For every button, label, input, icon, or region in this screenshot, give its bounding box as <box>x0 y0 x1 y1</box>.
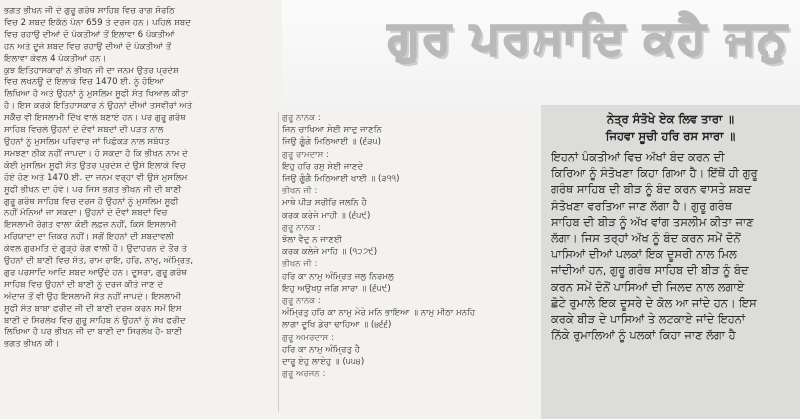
article-line: ਕੋਈ ਮੁਸਲਿਮ ਸੂਫੀ ਸੰਤ ਉਤਰ ਪ੍ਰਦੇਸ਼ ਦੇ ਉਸੇ ਇਲਾਕੇ ਵਿਚ <box>4 160 186 171</box>
box-text-line: ਸਾਹਿਬ ਦੀ ਬੀੜ ਨੂੰ ਅੱਖ ਵਾਂਗ ਤਸਲੀਮ ਕੀਤਾ ਜਾਣ <box>551 214 754 229</box>
quote-line: ਜਿਨ ਚਾਖਿਆ ਸੇਈ ਸਾਦੁ ਜਾਣਨਿ <box>282 125 382 136</box>
article-line: ਸੂਫੀ ਭੀਖਨ ਦਾ ਹੋਵੇ। ਪਰ ਜਿਸ ਭਗਤ ਭੀਖਨ ਜੀ ਦੀ ਬਾਣੀ <box>4 184 182 195</box>
quote-line: ਕਰਕ ਕਰੇਜੇ ਮਾਹੀ ॥ (੬੫੯) <box>282 210 371 221</box>
quote-line: ਹਰਿ ਕਾ ਨਾਮੁ ਅੰਮ੍ਰਿਤ ਜਲੁ ਨਿਰਮਲੁ <box>282 271 394 282</box>
quote-line: ਲਾਗਾ ਦੂਖਿ ਡੇਰਾ ਢਾਹਿਆ ॥ (੪੬੬) <box>282 320 392 331</box>
article-line: ਬਾਣੀ ਦੇ ਸਿਰਲੇਖ ਵਿਚ ਗੁਰੂ ਸਾਹਿਬ ਨੇ ਉਹਨਾਂ ਨੂੰ ਸ਼ੇਖ ਫਰੀਦ <box>4 315 186 326</box>
article-line: ਅੰਦਾਜ਼ ਤੋਂ ਵੀ ਉਹ ਇਸਲਾਮੀ ਸੰਤ ਨਹੀਂ ਜਾਪਦੇ। ਇਸਲਾਮੀ <box>4 291 181 302</box>
article-line: ਸੂਫੀ ਸੰਤ ਬਾਬਾ ਫਰੀਦ ਜੀ ਦੀ ਬਾਣੀ ਦਰਜ ਕਰਨ ਸਮੇਂ ਇਸ <box>4 303 182 314</box>
article-line: ਸਕੈੱਚ ਵੀ ਇਸਲਾਮੀ ਦਿੱਖ ਵਾਲੇ ਬਣਾਏ ਹਨ। ਪਰ ਗੁਰੂ ਗਰੰਥ <box>4 113 186 124</box>
heading-verse-line: ਨੇਤ੍ਰ ਸੰਤੋਖੇ ਏਕ ਲਿਵ ਤਾਰਾ ॥ <box>607 112 734 126</box>
article-line: ਸਾਹਿਬ ਵਿਚਲੇ ਉਹਨਾਂ ਦੇ ਦੋਵਾਂ ਸ਼ਬਦਾਂ ਦੀ ਪੜਤ ਨਾਲ <box>4 125 164 136</box>
column-divider <box>278 112 279 412</box>
quote-source-label: ਗੁਰੂ ਨਾਨਕ : <box>282 113 321 123</box>
headline-title: ਗੁਰ ਪਰਸਾਦਿ ਕਹੈ ਜਨੁ <box>388 10 789 64</box>
article-line: ਨਹੀਂ ਮੰਨਿਆਂ ਜਾ ਸਕਦਾ। ਉਹਨਾਂ ਦੇ ਦੋਵਾਂ ਸ਼ਬਦਾਂ ਵਿਚ <box>4 208 168 219</box>
quote-source-label: ਗੁਰੂ ਰਾਮਦਾਸ : <box>282 149 329 160</box>
box-text-line: ਸੰਤੋਖਣਾ ਵਰਤਿਆ ਜਾਣ ਲੱਗਾ ਹੈ। ਗੁਰੂ ਗਰੰਥ <box>551 198 732 213</box>
highlight-box-heading <box>541 111 800 145</box>
quotes-column <box>282 112 540 419</box>
article-line: ਲਿਖਿਆ ਹੈ ਅਤੇ ਉਹਨਾਂ ਨੂੰ ਮੁਸਲਿਮ ਸੂਫੀ ਸੰਤ ਖਿਆਲ ਕੀਤਾ <box>4 89 189 100</box>
article-line: ਲਿਖਿਆ ਹੈ ਪਰ ਭੀਖਨ ਜੀ ਦਾ ਬਾਣੀ ਦਾ ਸਿਰਲੇਖ ਹੈ- ਬਾਣੀ <box>4 327 183 338</box>
article-line: ਵਿਚ ਲਖਨਊ ਦੇ ਇਲਾਕੇ ਵਿਚ 1470 ਈ. ਨੂੰ ਹੋਇਆ <box>4 77 165 88</box>
quote-line: ਜਿਉ ਗੂੰਗੇ ਮਿਠਿਆਈ ॥ (੬੩੫) <box>282 137 381 148</box>
heading-verse-line: ਜਿਹਵਾ ਸੂਚੀ ਹਰਿ ਰਸ ਸਾਰਾ ॥ <box>605 129 736 143</box>
quote-line: ਹਰਿ ਕਾ ਨਾਮੁ ਅੰਮ੍ਰਿਤੁ ਹੈ <box>282 344 361 355</box>
box-text-line: ਲੱਗਾ। ਜਿਸ ਤਰ੍ਹਾਂ ਅੱਖ ਨੂੰ ਬੰਦ ਕਰਨ ਸਮੇਂ ਦੋਨੋਂ <box>551 231 741 246</box>
quote-line: ਜਿਉ ਗੂੰਗੈ ਮਿਠਿਆਈ ਖਾਈ ॥ (੩੧੧) <box>282 174 400 185</box>
quote-line: ਇਹੁ ਅਉਖਧੁ ਜਗਿ ਸਾਰਾ ॥ (੬੫੯) <box>282 283 391 294</box>
article-line: ਭਗਤ ਭੀਖਨ ਕੀ। <box>4 339 60 350</box>
quote-line: ਝੋਲਾ ਵੈਦੁ ਨ ਜਾਣਈ <box>282 235 342 246</box>
quote-source-label: ਗੁਰੂ ਅਰਜਨ : <box>282 369 326 380</box>
article-line: ਵਿਚ ਰਹਾਉ ਦੀਆਂ ਦੋ ਪੰਕਤੀਆਂ ਤੋਂ ਇਲਾਵਾ 6 ਪੰਕਤੀਆਂ <box>4 29 175 40</box>
article-line: ਸਮਝਣਾ ਠੀਕ ਨਹੀਂ ਜਾਪਦਾ। ਹੋ ਸਕਦਾ ਹੈ ਕਿ ਭੀਖਨ ਨਾਮ ਦੇ <box>4 148 188 159</box>
article-line: ਮਰਿਯਾਦਾ ਦਾ ਜ਼ਿਕਰ ਨਹੀਂ। ਸਗੋਂ ਇਹਨਾਂ ਦੀ ਸ਼ਬਦਾਵਲੀ <box>4 232 175 243</box>
article-line: ਗੁਰੂ ਗਰੰਥ ਸਾਹਿਬ ਵਿਚ ਦਰਜ ਹੈ ਉਹਨਾਂ ਨੂੰ ਮੁਸਲਿਮ ਸੂਫੀ <box>4 196 179 207</box>
article-line: ਉਹਨਾਂ ਦੀ ਬਾਣੀ ਵਿਚ ਸੰਤ, ਰਾਮ ਰਾਇ, ਹਰਿ, ਨਾਮੁ, ਅੰਮ੍ਰਿਤ, <box>4 256 194 267</box>
article-column-left <box>4 6 276 416</box>
box-text-line: ਕਰਨ ਸਮੇਂ ਦੋਨੋਂ ਪਾਸਿਆਂ ਦੀ ਜਿਲਦ ਨਾਲ ਲਗਾਏ <box>551 279 745 294</box>
article-line: ਕੇਵਲ ਗੁਰਮਤਿ ਦੇ ਗੂੜ੍ਹੇ ਰੰਗ ਵਾਲੀ ਹੈ। ਉਦਾਹਰਨ ਦੇ ਤੌਰ ਤੇ <box>4 244 188 255</box>
box-text-line: ਨਿੱਕੇ ਰੁਮਾਲਿਆਂ ਨੂੰ ਪਲਕਾਂ ਕਿਹਾ ਜਾਣ ਲੱਗਾ ਹੈ <box>551 328 736 343</box>
highlight-box-body <box>551 149 799 343</box>
box-text-line: ਕਰਕੇ ਬੀੜ ਦੇ ਪਾਸਿਆਂ ਤੇ ਲਟਕਾਏ ਜਾਂਦੇ ਇਹਨਾਂ <box>551 312 746 327</box>
article-line: ਇਲਾਵਾ ਕੇਵਲ 4 ਪੰਕਤੀਆਂ ਹਨ। <box>4 53 107 64</box>
box-text-line: ਪਾਸਿਆਂ ਦੀਆਂ ਪਲਕਾਂ ਇਕ ਦੂਸਰੀ ਨਾਲ ਮਿਲ <box>551 247 737 262</box>
highlight-box <box>541 105 800 419</box>
article-line: ਉਹਨਾਂ ਨੂੰ ਮੁਸਲਿਮ ਪਰਿਵਾਰ ਜਾਂ ਪਿਛੋਕੜ ਨਾਲ ਸਬੰਧਤ <box>4 136 170 147</box>
quote-source-label: ਗੁਰੂ ਨਾਨਕ : <box>282 296 321 307</box>
quote-line: ਕਰਕ ਕਲੇਜੇ ਮਾਹਿ ॥ (੧੨੭੯) <box>282 247 378 258</box>
article-line: ਹੈ। ਇਸ ਕਰਕੇ ਇਤਿਹਾਸਕਾਰ ਨੇ ਉਹਨਾਂ ਦੀਆਂ ਤਸਵੀਰਾਂ ਅਤੇ <box>4 101 193 112</box>
quote-source-label: ਗੁਰੂ ਅਮਰਦਾਸ : <box>282 332 334 343</box>
box-text-line: ਗਰੰਥ ਸਾਹਿਬ ਦੀ ਬੀੜ ਨੂੰ ਬੰਦ ਕਰਨ ਵਾਸਤੇ ਸ਼ਬਦ <box>551 182 752 197</box>
article-line: ਕੁਝ ਇਤਿਹਾਸਕਾਰਾਂ ਨੇ ਭੀਖਨ ਜੀ ਦਾ ਜਨਮ ਉਤਰ ਪ੍ਰਦੇਸ਼ <box>4 65 179 76</box>
article-line: ਭਗਤ ਭੀਖਨ ਜੀ ਦੇ ਗੁਰੂ ਗਰੰਥ ਸਾਹਿਬ ਵਿਚ ਰਾਗ ਸੋਰਠਿ <box>4 6 175 16</box>
box-text-line: ਇਹਨਾਂ ਪੰਕਤੀਆਂ ਵਿਚ ਅੱਖਾਂ ਬੰਦ ਕਰਨ ਦੀ <box>551 150 725 164</box>
quote-line: ਇਹੁ ਹਰਿ ਰਸੁ ਸੇਈ ਜਾਣਦੇ <box>282 161 364 172</box>
article-line: ਇਸਲਾਮੀ ਰੰਗਤ ਵਾਲਾ ਕੋਈ ਲਫ਼ਜ਼ ਨਹੀਂ, ਕਿਸੇ ਇਸਲਾਮੀ <box>4 220 177 231</box>
box-text-line: ਕਿਰਿਆ ਨੂੰ ਸੰਤੋਖਣਾ ਕਿਹਾ ਗਿਆ ਹੈ। ਇੱਥੋਂ ਹੀ ਗੁਰੂ <box>551 166 758 181</box>
headline-banner <box>282 0 800 112</box>
quote-source-label: ਭੀਖਨ ਜੀ : <box>282 259 318 270</box>
quote-line: ਅੰਮ੍ਰਿਤੁ ਹਰਿ ਕਾ ਨਾਮੁ ਮੇਰੇ ਮਨਿ ਭਾਇਆ ॥ ਨਾਮੁ ਮੀਠਾ ਮਨਹਿ <box>282 308 476 319</box>
box-text-line: ਜਾਂਦੀਆਂ ਹਨ, ਗੁਰੂ ਗਰੰਥ ਸਾਹਿਬ ਦੀ ਬੀੜ ਨੂੰ ਬੰਦ <box>551 263 749 278</box>
article-line: ਵਿਚ 2 ਸ਼ਬਦ ਇਕੱਠੇ ਪੰਨਾ 659 ਤੇ ਦਰਜ ਹਨ। ਪਹਿਲੇ ਸ਼ਬਦ <box>4 17 191 28</box>
box-text-line: ਛੋਟੇ ਰੁਮਾਲੇ ਇਕ ਦੂਸਰੇ ਦੇ ਕੋਲ ਆ ਜਾਂਦੇ ਹਨ। ਇਸ <box>551 295 757 310</box>
article-line: ਹੋਏ ਹੋਣ ਅਤੇ 1470 ਈ. ਦਾ ਜਨਮ ਵਰ੍ਹਾ ਵੀ ਉਸੇ ਮੁਸਲਿਮ <box>4 172 188 183</box>
article-line: ਸਾਹਿਬ ਵਿਚ ਉਹਨਾਂ ਦੀ ਬਾਣੀ ਨੂੰ ਦਰਜ ਕੀਤੇ ਜਾਣ ਦੇ <box>4 279 164 290</box>
article-line: ਹਨ ਅਤੇ ਦੂਜੇ ਸ਼ਬਦ ਵਿਚ ਰਹਾਉ ਦੀਆਂ ਦੋ ਪੰਕਤੀਆਂ ਤੋਂ <box>4 41 172 52</box>
quote-line: ਮਾਥੇ ਪੀੜ ਸਰੀਰਿ ਜਲਨਿ ਹੈ <box>282 198 367 209</box>
quote-source-label: ਗੁਰੂ ਨਾਨਕ : <box>282 222 321 233</box>
article-line: ਗੁਰ ਪਰਸਾਦਿ ਆਦਿ ਸ਼ਬਦ ਆਉਂਦੇ ਹਨ। ਦੂਸਰਾ, ਗੁਰੂ ਗਰੰਥ <box>4 267 187 278</box>
quote-source-label: ਭੀਖਨ ਜੀ : <box>282 186 318 197</box>
quote-line: ਦਾਰੂ ਏਹੁ ਲਾਏਹੁ ॥ (੫੫੪) <box>282 357 365 368</box>
